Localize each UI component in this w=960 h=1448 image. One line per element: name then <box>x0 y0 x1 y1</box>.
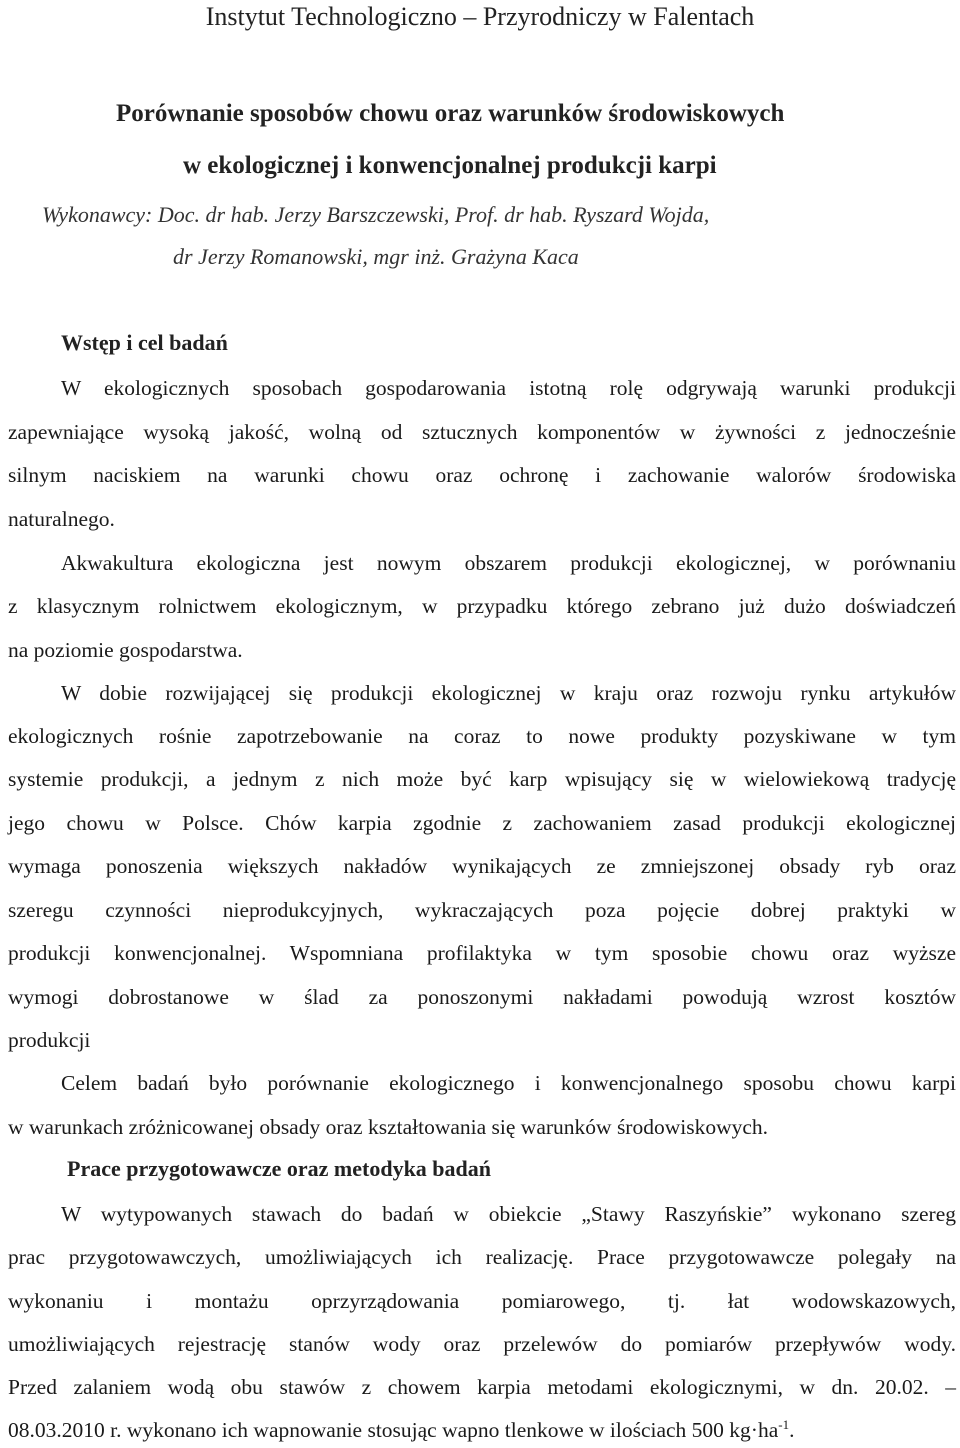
paragraph-line-text: 08.03.2010 r. wykonano ich wapnowanie stosując wapno tlenkowe w ilościach 500 kg·ha <box>8 1418 779 1442</box>
paragraph-line: wykonaniu i montażu oprzyrządowania pomiarowego, tj. łat wodowskazowych, <box>8 1289 956 1313</box>
institution-header: Instytut Technologiczno – Przyrodniczy w Falentach <box>205 2 755 31</box>
paragraph-line: W dobie rozwijającej się produkcji ekologicznej w kraju oraz rozwoju rynku artykułów <box>61 681 956 705</box>
paragraph-line: produkcji konwencjonalnej. Wspomniana profilaktyka w tym sposobie chowu oraz wyższe <box>8 941 956 965</box>
section-heading-methods: Prace przygotowawcze oraz metodyka badań <box>67 1156 492 1181</box>
paragraph-line: W ekologicznych sposobach gospodarowania istotną rolę odgrywają warunki produkcji <box>61 376 956 400</box>
paragraph-line: produkcji <box>8 1028 91 1052</box>
paragraph-line: szeregu czynności nieprodukcyjnych, wykraczających poza pojęcie dobrej praktyki w <box>8 898 956 922</box>
paragraph-line: umożliwiających rejestrację stanów wody oraz przelewów do pomiarów przepływów wody. <box>8 1332 956 1356</box>
superscript-exponent: -1 <box>778 1416 790 1432</box>
paragraph-line: W wytypowanych stawach do badań w obiekcie „Stawy Raszyńskie” wykonano szereg <box>61 1202 956 1226</box>
paragraph-line: na poziomie gospodarstwa. <box>8 638 243 662</box>
paragraph-line: zapewniające wysoką jakość, wolną od sztucznych komponentów w żywności z jednocześnie <box>8 420 956 444</box>
paragraph-line: wymaga ponoszenia większych nakładów wynikających ze zmniejszonej obsady ryb oraz <box>8 854 956 878</box>
authors-line-1: Wykonawcy: Doc. dr hab. Jerzy Barszczewski, Prof. dr hab. Ryszard Wojda, <box>42 202 710 227</box>
paragraph-line: ekologicznych rośnie zapotrzebowanie na coraz to nowe produkty pozyskiwane w tym <box>8 724 956 748</box>
paragraph-line: naturalnego. <box>8 507 115 531</box>
document-title-line-2: w ekologicznej i konwencjonalnej produkcji karpi <box>183 152 717 179</box>
paragraph-line: w warunkach zróżnicowanej obsady oraz kształtowania się warunków środowiskowych. <box>8 1115 769 1139</box>
sentence-period: . <box>789 1418 795 1442</box>
paragraph-line: silnym naciskiem na warunki chowu oraz ochronę i zachowanie walorów środowiska <box>8 463 956 487</box>
paragraph-line: Celem badań było porównanie ekologicznego i konwencjonalnego sposobu chowu karpi <box>61 1071 956 1095</box>
section-heading-intro: Wstęp i cel badań <box>61 330 228 355</box>
authors-line-2: dr Jerzy Romanowski, mgr inż. Grażyna Kaca <box>173 244 579 269</box>
paragraph-line: jego chowu w Polsce. Chów karpia zgodnie z zachowaniem zasad produkcji ekologicznej <box>8 811 956 835</box>
paragraph-line: Przed zalaniem wodą obu stawów z chowem karpia metodami ekologicznymi, w dn. 20.02. – <box>8 1375 956 1399</box>
paragraph-line: prac przygotowawczych, umożliwiających ich realizację. Prace przygotowawcze polegały na <box>8 1245 956 1269</box>
paragraph-line-last <box>8 1416 956 1444</box>
paragraph-line: z klasycznym rolnictwem ekologicznym, w przypadku którego zebrano już dużo doświadczeń <box>8 594 956 618</box>
paragraph-line: Akwakultura ekologiczna jest nowym obszarem produkcji ekologicznej, w porównaniu <box>61 551 956 575</box>
document-title-line-1: Porównanie sposobów chowu oraz warunków środowiskowych <box>116 100 785 127</box>
paragraph-line: wymogi dobrostanowe w ślad za ponoszonymi nakładami powodują wzrost kosztów <box>8 985 956 1009</box>
paragraph-line: systemie produkcji, a jednym z nich może być karp wpisujący się w wielowiekową tradycję <box>8 767 956 791</box>
